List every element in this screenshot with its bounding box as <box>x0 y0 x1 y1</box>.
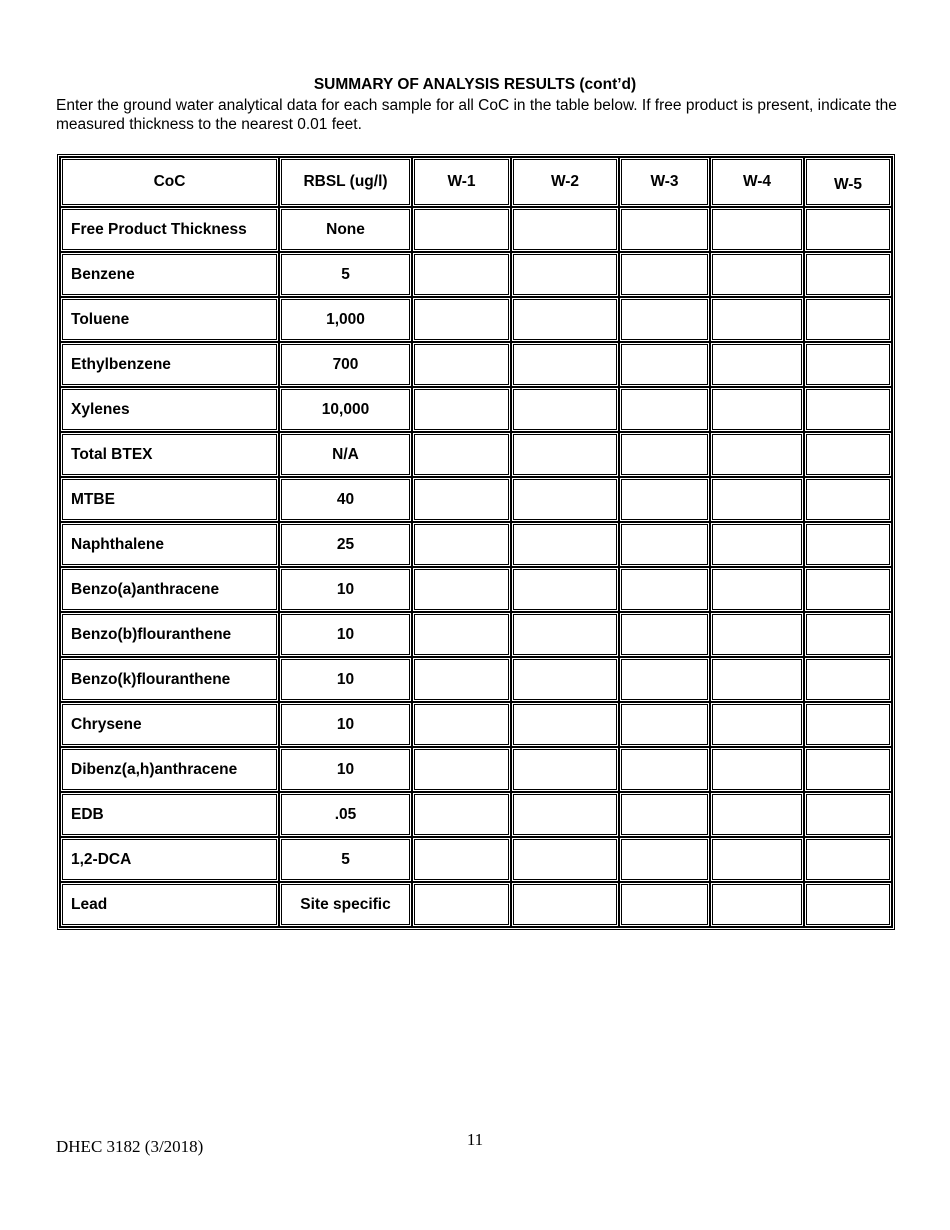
rbsl-cell: 700 <box>279 342 412 387</box>
coc-cell: Chrysene <box>60 702 279 747</box>
w4-entry-cell[interactable] <box>710 837 804 882</box>
rbsl-cell: None <box>279 207 412 252</box>
coc-cell: 1,2-DCA <box>60 837 279 882</box>
w2-entry-cell[interactable] <box>511 477 619 522</box>
w1-entry-cell[interactable] <box>412 702 511 747</box>
w1-entry-cell[interactable] <box>412 882 511 927</box>
w4-entry-cell[interactable] <box>710 477 804 522</box>
w1-entry-cell[interactable] <box>412 432 511 477</box>
coc-cell: Xylenes <box>60 387 279 432</box>
w4-entry-cell[interactable] <box>710 297 804 342</box>
w3-entry-cell[interactable] <box>619 882 710 927</box>
w5-entry-cell[interactable] <box>804 612 892 657</box>
w4-entry-cell[interactable] <box>710 207 804 252</box>
w4-entry-cell[interactable] <box>710 342 804 387</box>
table-row <box>60 837 892 882</box>
w1-entry-cell[interactable] <box>412 657 511 702</box>
w5-entry-cell[interactable] <box>804 567 892 612</box>
w5-entry-cell[interactable] <box>804 702 892 747</box>
table-row <box>60 747 892 792</box>
w3-entry-cell[interactable] <box>619 567 710 612</box>
w4-entry-cell[interactable] <box>710 567 804 612</box>
w2-entry-cell[interactable] <box>511 252 619 297</box>
w4-entry-cell[interactable] <box>710 252 804 297</box>
w2-entry-cell[interactable] <box>511 522 619 567</box>
w3-entry-cell[interactable] <box>619 252 710 297</box>
w1-entry-cell[interactable] <box>412 837 511 882</box>
rbsl-cell: 10 <box>279 657 412 702</box>
rbsl-cell: 1,000 <box>279 297 412 342</box>
table-row <box>60 702 892 747</box>
w3-entry-cell[interactable] <box>619 747 710 792</box>
w2-entry-cell[interactable] <box>511 567 619 612</box>
w1-entry-cell[interactable] <box>412 522 511 567</box>
w5-entry-cell[interactable] <box>804 522 892 567</box>
analysis-results-table <box>57 154 895 930</box>
rbsl-cell: 10,000 <box>279 387 412 432</box>
w2-entry-cell[interactable] <box>511 657 619 702</box>
rbsl-cell: .05 <box>279 792 412 837</box>
w3-entry-cell[interactable] <box>619 702 710 747</box>
coc-cell: Benzo(k)flouranthene <box>60 657 279 702</box>
w3-entry-cell[interactable] <box>619 342 710 387</box>
rbsl-cell: 40 <box>279 477 412 522</box>
table-row <box>60 657 892 702</box>
rbsl-cell: 5 <box>279 252 412 297</box>
w5-entry-cell[interactable] <box>804 747 892 792</box>
w1-entry-cell[interactable] <box>412 792 511 837</box>
w2-entry-cell[interactable] <box>511 882 619 927</box>
w2-entry-cell[interactable] <box>511 432 619 477</box>
w4-entry-cell[interactable] <box>710 432 804 477</box>
w2-entry-cell[interactable] <box>511 387 619 432</box>
header-rbsl: RBSL (ug/l) <box>279 157 412 207</box>
table-row <box>60 882 892 927</box>
rbsl-cell: 10 <box>279 612 412 657</box>
w4-entry-cell[interactable] <box>710 387 804 432</box>
header-w2: W-2 <box>511 157 619 207</box>
rbsl-cell: N/A <box>279 432 412 477</box>
w4-entry-cell[interactable] <box>710 612 804 657</box>
w3-entry-cell[interactable] <box>619 657 710 702</box>
w5-entry-cell[interactable] <box>804 387 892 432</box>
coc-cell: Free Product Thickness <box>60 207 279 252</box>
w1-entry-cell[interactable] <box>412 477 511 522</box>
table-row <box>60 387 892 432</box>
rbsl-cell: 10 <box>279 567 412 612</box>
w4-entry-cell[interactable] <box>710 747 804 792</box>
w3-entry-cell[interactable] <box>619 207 710 252</box>
w5-entry-cell[interactable] <box>804 477 892 522</box>
coc-cell: Benzene <box>60 252 279 297</box>
w2-entry-cell[interactable] <box>511 702 619 747</box>
w5-entry-cell[interactable] <box>804 657 892 702</box>
w2-entry-cell[interactable] <box>511 837 619 882</box>
w4-entry-cell[interactable] <box>710 702 804 747</box>
rbsl-cell: 5 <box>279 837 412 882</box>
w2-entry-cell[interactable] <box>511 747 619 792</box>
rbsl-cell: 10 <box>279 747 412 792</box>
table-row <box>60 612 892 657</box>
w5-entry-cell[interactable] <box>804 837 892 882</box>
coc-cell: Benzo(a)anthracene <box>60 567 279 612</box>
coc-cell: Lead <box>60 882 279 927</box>
table-row <box>60 297 892 342</box>
w3-entry-cell[interactable] <box>619 522 710 567</box>
rbsl-cell: Site specific <box>279 882 412 927</box>
w1-entry-cell[interactable] <box>412 252 511 297</box>
w5-entry-cell[interactable] <box>804 792 892 837</box>
table-row <box>60 342 892 387</box>
w5-entry-cell[interactable] <box>804 207 892 252</box>
w3-entry-cell[interactable] <box>619 477 710 522</box>
w4-entry-cell[interactable] <box>710 882 804 927</box>
w1-entry-cell[interactable] <box>412 387 511 432</box>
header-w5: W-5 <box>804 157 892 207</box>
table-row <box>60 792 892 837</box>
w3-entry-cell[interactable] <box>619 387 710 432</box>
w3-entry-cell[interactable] <box>619 432 710 477</box>
w1-entry-cell[interactable] <box>412 207 511 252</box>
table-row <box>60 477 892 522</box>
w3-entry-cell[interactable] <box>619 792 710 837</box>
w5-entry-cell[interactable] <box>804 432 892 477</box>
header-coc: CoC <box>60 157 279 207</box>
w3-entry-cell[interactable] <box>619 837 710 882</box>
w3-entry-cell[interactable] <box>619 612 710 657</box>
header-w3: W-3 <box>619 157 710 207</box>
coc-cell: Naphthalene <box>60 522 279 567</box>
coc-cell: EDB <box>60 792 279 837</box>
coc-cell: Toluene <box>60 297 279 342</box>
w2-entry-cell[interactable] <box>511 297 619 342</box>
table-row <box>60 252 892 297</box>
rbsl-cell: 25 <box>279 522 412 567</box>
coc-cell: Benzo(b)flouranthene <box>60 612 279 657</box>
form-identifier: DHEC 3182 (3/2018) <box>56 1137 204 1156</box>
w5-entry-cell[interactable] <box>804 882 892 927</box>
w1-entry-cell[interactable] <box>412 567 511 612</box>
page-title: SUMMARY OF ANALYSIS RESULTS (cont’d) <box>313 76 637 93</box>
header-row <box>60 157 892 207</box>
w1-entry-cell[interactable] <box>412 342 511 387</box>
coc-cell: Dibenz(a,h)anthracene <box>60 747 279 792</box>
page-number: 11 <box>466 1130 484 1149</box>
w2-entry-cell[interactable] <box>511 207 619 252</box>
rbsl-cell: 10 <box>279 702 412 747</box>
table-row <box>60 522 892 567</box>
w2-entry-cell[interactable] <box>511 792 619 837</box>
w1-entry-cell[interactable] <box>412 297 511 342</box>
table-row <box>60 567 892 612</box>
table-row <box>60 432 892 477</box>
header-w4: W-4 <box>710 157 804 207</box>
coc-cell: Total BTEX <box>60 432 279 477</box>
w4-entry-cell[interactable] <box>710 522 804 567</box>
coc-cell: MTBE <box>60 477 279 522</box>
w5-entry-cell[interactable] <box>804 342 892 387</box>
w3-entry-cell[interactable] <box>619 297 710 342</box>
w5-entry-cell[interactable] <box>804 297 892 342</box>
coc-cell: Ethylbenzene <box>60 342 279 387</box>
table-row <box>60 207 892 252</box>
w2-entry-cell[interactable] <box>511 342 619 387</box>
w1-entry-cell[interactable] <box>412 612 511 657</box>
instructions-text: Enter the ground water analytical data for each sample for all CoC in the table below. If free product is present, indicate the measured thickness to the nearest 0.01 feet. <box>56 97 897 133</box>
w1-entry-cell[interactable] <box>412 747 511 792</box>
w2-entry-cell[interactable] <box>511 612 619 657</box>
w4-entry-cell[interactable] <box>710 792 804 837</box>
header-w1: W-1 <box>412 157 511 207</box>
w5-entry-cell[interactable] <box>804 252 892 297</box>
w4-entry-cell[interactable] <box>710 657 804 702</box>
